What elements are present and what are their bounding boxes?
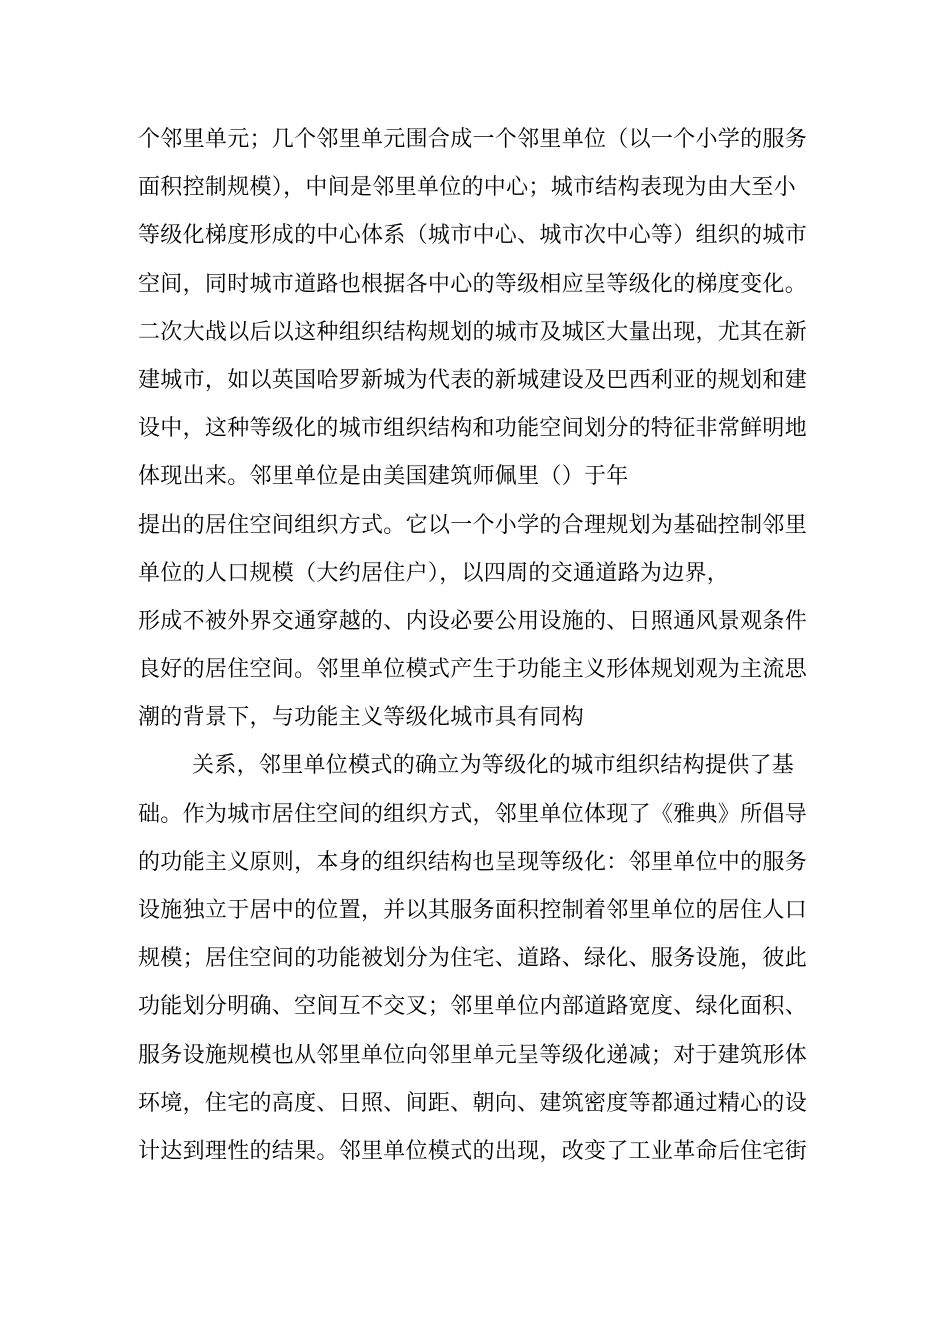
text-line: 提出的居住空间组织方式。它以一个小学的合理规划为基础控制邻里 xyxy=(138,512,808,538)
paragraph-first-line: 关系，邻里单位模式的确立为等级化的城市组织结构提供了基 xyxy=(192,753,795,779)
text-line: 设施独立于居中的位置，并以其服务面积控制着邻里单位的居住人口 xyxy=(138,898,808,923)
text-line: 二次大战以后以这种组织结构规划的城市及城区大量出现，尤其在新 xyxy=(138,319,808,345)
text-line: 设中，这种等级化的城市组织结构和功能空间划分的特征非常鲜明地 xyxy=(138,416,808,442)
text-line: 单位的人口规模（大约居住户），以四周的交通道路为边界， xyxy=(138,560,730,586)
text-line: 形成不被外界交通穿越的、内设必要公用设施的、日照通风景观条件 xyxy=(138,608,808,634)
text-line: 服务设施规模也从邻里单位向邻里单元呈等级化递减；对于建筑形体 xyxy=(138,1042,808,1068)
text-line: 潮的背景下，与功能主义等级化城市具有同构 xyxy=(138,705,585,731)
text-line: 等级化梯度形成的中心体系（城市中心、城市次中心等）组织的城市 xyxy=(138,223,808,249)
text-line: 计达到理性的结果。邻里单位模式的出现，改变了工业革命后住宅街 xyxy=(138,1138,808,1164)
text-line: 建城市，如以英国哈罗新城为代表的新城建设及巴西利亚的规划和建 xyxy=(138,367,808,393)
text-line: 功能划分明确、空间互不交叉；邻里单位内部道路宽度、绿化面积、 xyxy=(138,994,808,1020)
text-line: 面积控制规模），中间是邻里单位的中心；城市结构表现为由大至小 xyxy=(138,175,797,201)
text-line: 个邻里单元；几个邻里单元围合成一个邻里单位（以一个小学的服务 xyxy=(138,127,808,152)
text-line: 规模；居住空间的功能被划分为住宅、道路、绿化、服务设施，彼此 xyxy=(138,946,808,972)
text-line: 的功能主义原则，本身的组织结构也呈现等级化：邻里单位中的服务 xyxy=(138,849,808,875)
text-line: 础。作为城市居住空间的组织方式，邻里单位体现了《雅典》所倡导 xyxy=(138,801,808,827)
text-line: 良好的居住空间。邻里单位模式产生于功能主义形体规划观为主流思 xyxy=(138,657,808,683)
text-line: 体现出来。邻里单位是由美国建筑师佩里（）于年 xyxy=(138,464,629,490)
text-line: 空间，同时城市道路也根据各中心的等级相应呈等级化的梯度变化。 xyxy=(138,271,808,297)
text-line: 环境，住宅的高度、日照、间距、朝向、建筑密度等都通过精心的设 xyxy=(138,1090,808,1116)
body-text xyxy=(138,121,818,1181)
